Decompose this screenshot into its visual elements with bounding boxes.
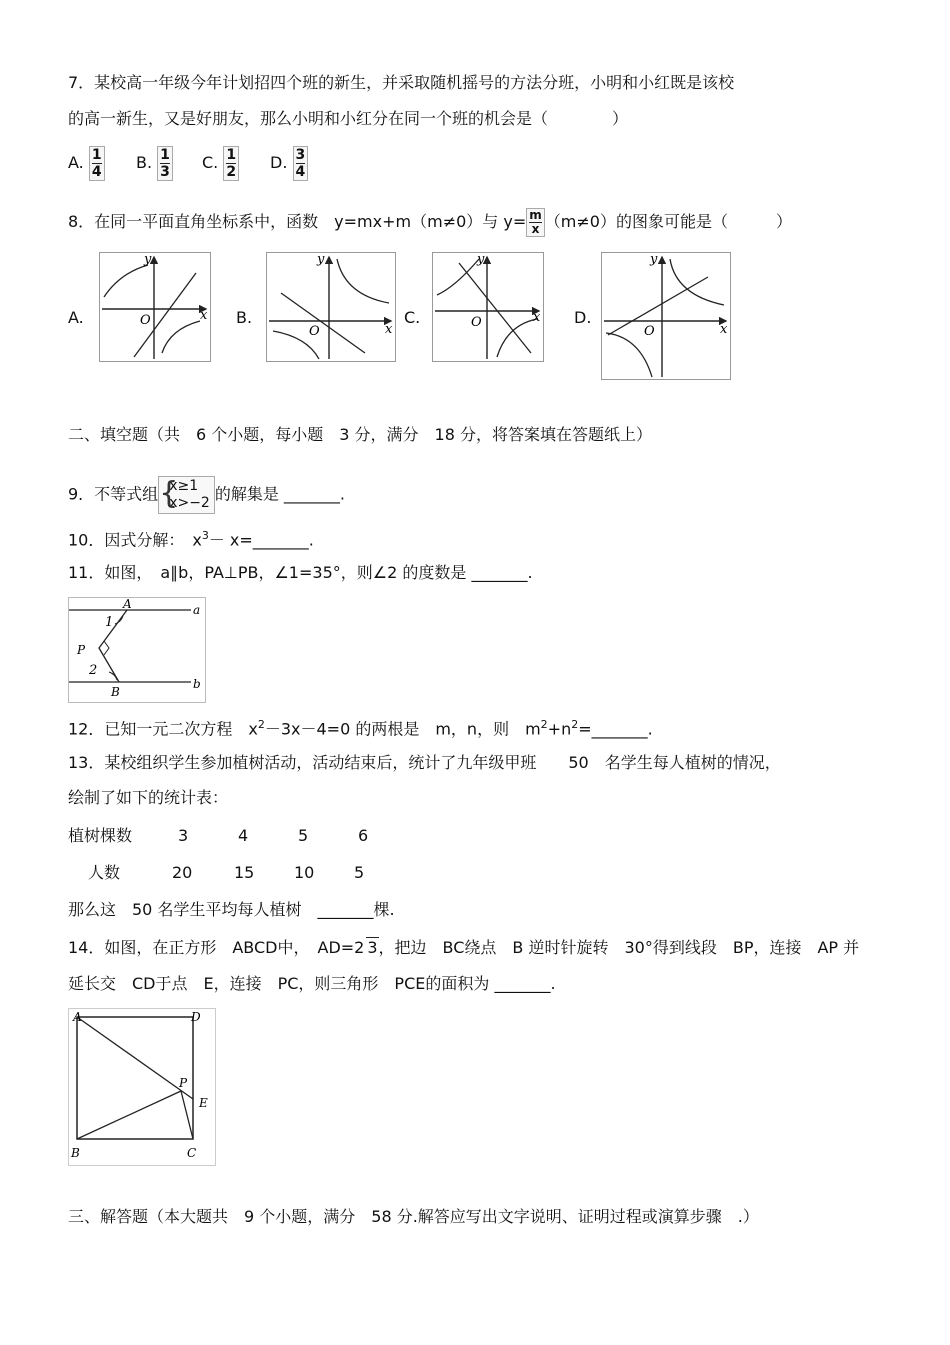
q8-fraction xyxy=(526,208,545,237)
right-angle-mark xyxy=(104,641,109,655)
q8-graph-b xyxy=(266,252,396,362)
q9 xyxy=(68,476,345,514)
origin-label: O xyxy=(140,313,151,328)
table-cell: 6 xyxy=(358,826,369,845)
numerator: 1 xyxy=(160,147,170,163)
label-D: D xyxy=(191,1010,201,1024)
q7-line1: 7．某校高一年级今年计划招四个班的新生，并采取随机摇号的方法分班，小明和小红既是该校 xyxy=(68,73,735,92)
table-cell: 5 xyxy=(298,826,309,845)
q14-line2: 延长交 CD于点 E，连接 PC，则三角形 PCE的面积为 _______. xyxy=(68,974,556,993)
x-label: x xyxy=(385,322,393,337)
denominator: x xyxy=(531,222,540,236)
numerator: m xyxy=(529,208,542,222)
hyperbola-branch xyxy=(606,333,652,377)
q8-option-a-label: A. xyxy=(68,308,84,327)
q7-option-b xyxy=(136,146,173,181)
numerator: 1 xyxy=(91,147,102,163)
row-header: 植树棵数 xyxy=(68,826,133,845)
q13-line3: 那么这 50 名学生平均每人植树 _______棵. xyxy=(68,900,395,919)
hyperbola-branch xyxy=(670,259,724,305)
q14-part-a: 14．如图，在正方形 ABCD中， AD=2 xyxy=(68,938,365,957)
label-1: 1 xyxy=(105,615,114,630)
segment-bp xyxy=(77,1091,181,1139)
table-cell: 15 xyxy=(234,863,255,882)
inequality-system xyxy=(158,476,215,514)
line-graph xyxy=(459,263,531,353)
y-label: y xyxy=(650,253,658,267)
row-header: 人数 xyxy=(88,863,121,882)
denominator: 2 xyxy=(226,164,237,180)
table-cell: 20 xyxy=(172,863,193,882)
line-graph xyxy=(281,293,365,353)
denominator: 4 xyxy=(295,164,306,180)
q7-line2: 的高一新生，又是好朋友，那么小明和小红分在同一个班的机会是（ ） xyxy=(68,109,629,128)
q14-figure xyxy=(68,1008,216,1166)
graph-c-svg xyxy=(433,253,543,361)
inequality-2: x>−2 xyxy=(169,495,210,511)
q10-suffix: － x=_______. xyxy=(208,530,314,550)
x-label: x xyxy=(200,308,208,323)
q7-option-c xyxy=(202,146,239,181)
q8-option-b-label: B. xyxy=(236,308,253,327)
q14-part-b: ，把边 BC绕点 B 逆时针旋转 30°得到线段 BP，连接 AP 并 xyxy=(378,938,860,957)
q8-text-b: （m≠0）的图象可能是（ ） xyxy=(544,212,792,231)
table-cell: 5 xyxy=(354,863,365,882)
exponent: 2 xyxy=(540,718,548,731)
q8-graph-c xyxy=(432,252,544,362)
q12-part-c: +n xyxy=(547,719,572,739)
section-3-heading: 三、解答题（本大题共 9 个小题，满分 58 分.解答应写出文字说明、证明过程或演算步骤 .） xyxy=(68,1207,759,1226)
label-a: a xyxy=(193,603,201,617)
denominator: 3 xyxy=(160,164,170,180)
q11-figure xyxy=(68,597,206,703)
table-cell: 3 xyxy=(178,826,189,845)
x-label: x xyxy=(533,310,541,325)
fraction xyxy=(223,146,239,181)
table-cell: 10 xyxy=(294,863,315,882)
label-b: b xyxy=(193,677,201,691)
table-cell: 4 xyxy=(238,826,249,845)
q8-option-c-label: C. xyxy=(404,308,421,327)
label-E: E xyxy=(199,1096,208,1110)
q12-part-b: －3x－4=0 的两根是 m，n，则 m xyxy=(264,719,541,739)
line-graph xyxy=(608,277,708,335)
origin-label: O xyxy=(309,324,320,339)
y-label: y xyxy=(144,253,152,267)
label-B: B xyxy=(111,685,120,699)
y-label: y xyxy=(317,253,325,267)
q7-option-d xyxy=(270,146,308,181)
q11-svg xyxy=(69,598,205,702)
exponent: 2 xyxy=(257,718,265,731)
label-B: B xyxy=(71,1146,80,1160)
q11-text: 11．如图， a∥b，PA⊥PB，∠1=35°，则∠2 的度数是 _______. xyxy=(68,563,533,582)
q7-option-a xyxy=(68,146,105,181)
label-2: 2 xyxy=(89,663,98,678)
fraction xyxy=(89,146,105,181)
section-2-heading: 二、填空题（共 6 个小题，每小题 3 分，满分 18 分，将答案填在答题纸上） xyxy=(68,425,652,444)
origin-label: O xyxy=(471,315,482,330)
q8-graph-a xyxy=(99,252,211,362)
q13-line1: 13．某校组织学生参加植树活动，活动结束后，统计了九年级甲班 50 名学生每人植树的情况， xyxy=(68,753,781,772)
q10-prefix: 10．因式分解： x xyxy=(68,530,202,550)
q12-part-a: 12．已知一元二次方程 x xyxy=(68,719,258,739)
q14-svg xyxy=(69,1009,215,1165)
label-A: A xyxy=(73,1010,82,1024)
q8-text-a: 8．在同一平面直角坐标系中，函数 y=mx+m（m≠0）与 y= xyxy=(68,212,527,231)
q8-stem xyxy=(68,208,792,237)
q12-part-d: =_______. xyxy=(578,719,653,739)
q12 xyxy=(68,714,653,740)
x-label: x xyxy=(720,322,728,337)
label-A: A xyxy=(123,598,132,611)
graph-d-svg xyxy=(602,253,730,379)
q10 xyxy=(68,525,314,551)
fraction xyxy=(293,146,309,181)
inequality-1: { x≥1 xyxy=(169,478,199,494)
y-label: y xyxy=(477,253,485,267)
q10-exponent: 3 xyxy=(201,529,209,542)
sqrt-radicand: 3 xyxy=(367,938,378,957)
q9-suffix: 的解集是 _______. xyxy=(214,484,346,504)
hyperbola-branch xyxy=(162,321,200,353)
option-label: D. xyxy=(270,153,288,172)
hyperbola-branch xyxy=(337,259,389,303)
graph-b-svg xyxy=(267,253,395,361)
graph-a-svg xyxy=(100,253,210,361)
numerator: 3 xyxy=(295,147,306,163)
numerator: 1 xyxy=(226,147,237,163)
table-row-people xyxy=(88,862,414,884)
hyperbola-branch xyxy=(437,259,479,295)
option-label: C. xyxy=(202,153,219,172)
fraction xyxy=(157,146,173,181)
table-row-trees xyxy=(68,825,418,847)
denominator: 4 xyxy=(91,164,102,180)
label-C: C xyxy=(187,1146,197,1160)
line-ae xyxy=(77,1017,193,1099)
exponent: 2 xyxy=(571,718,579,731)
square-abcd xyxy=(77,1017,193,1139)
q8-option-d-label: D. xyxy=(574,308,592,327)
label-P: P xyxy=(77,643,86,657)
q9-prefix: 9．不等式组 xyxy=(68,484,159,504)
option-label: A. xyxy=(68,153,84,172)
option-label: B. xyxy=(136,153,153,172)
hyperbola-branch xyxy=(104,265,148,297)
label-P: P xyxy=(179,1076,188,1090)
q13-line2: 绘制了如下的统计表： xyxy=(68,788,229,807)
q14-line1 xyxy=(68,937,859,959)
hyperbola-branch xyxy=(497,319,537,357)
origin-label: O xyxy=(644,324,655,339)
q8-graph-d xyxy=(601,252,731,380)
